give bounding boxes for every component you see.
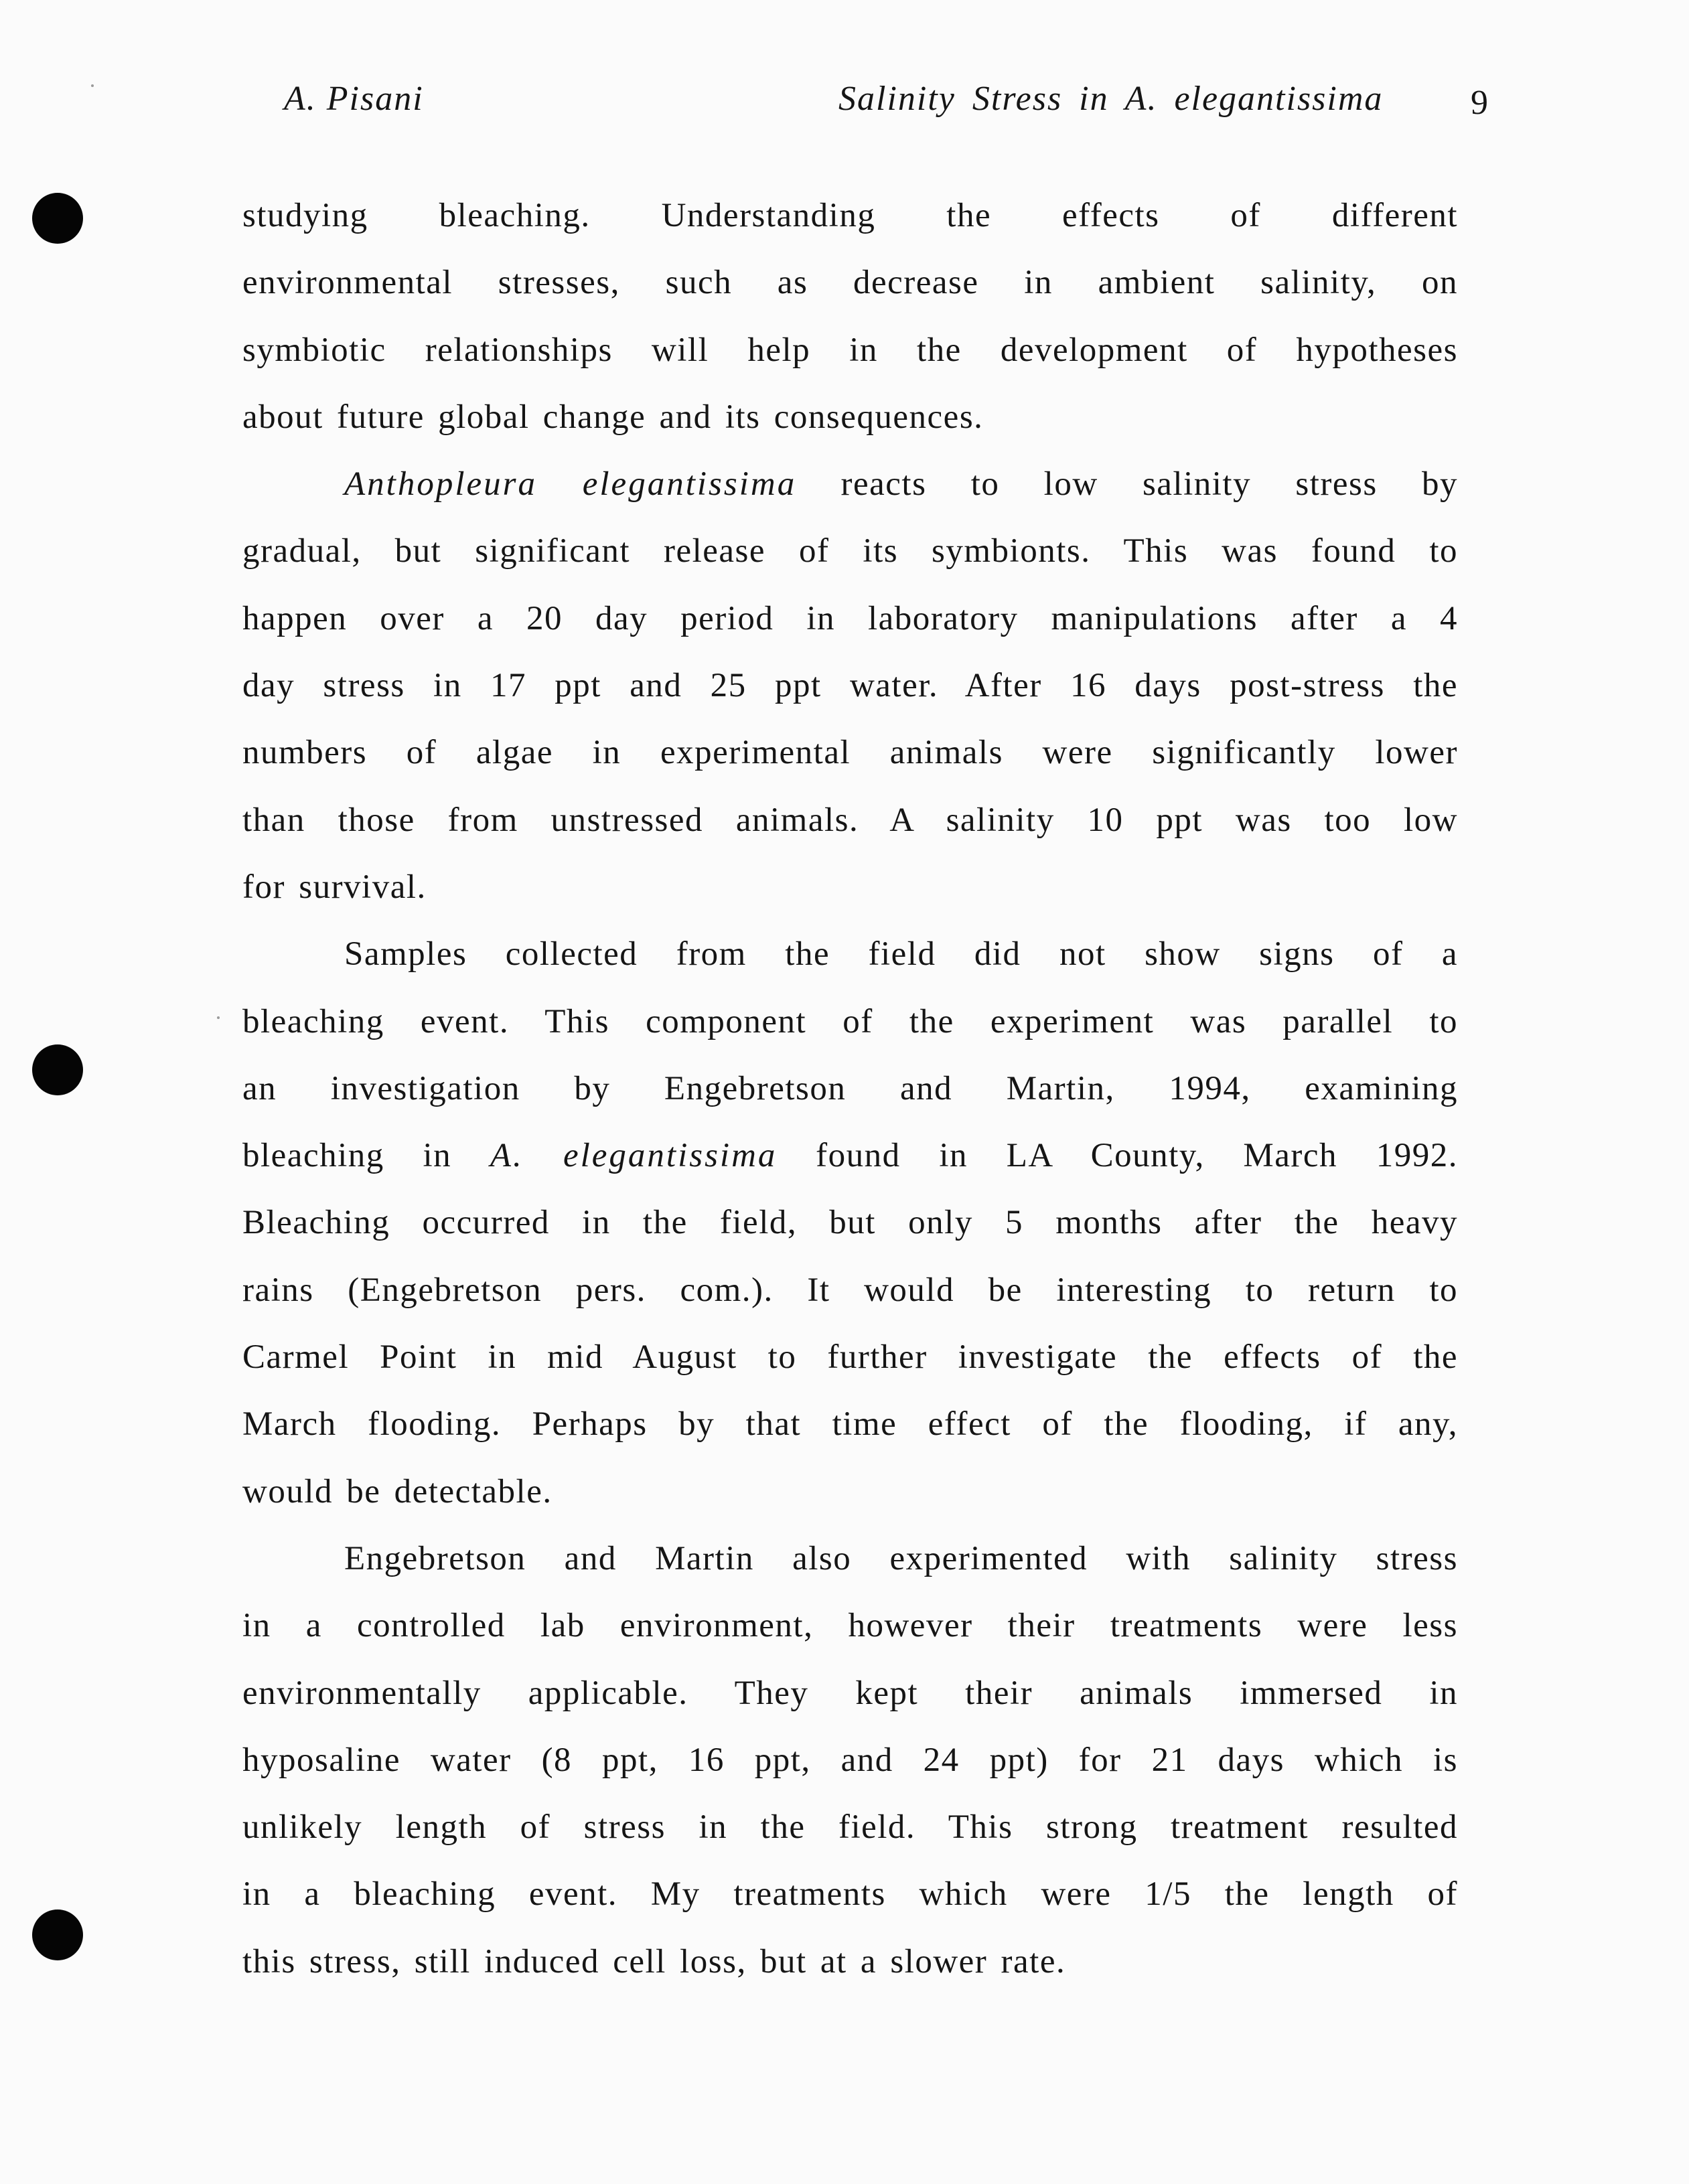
paragraph-line: hyposaline water (8 ppt, 16 ppt, and 24 ppt) for 21 days which is [242, 1741, 1458, 1779]
paragraph-line: Samples collected from the field did not show signs of a [344, 935, 1458, 973]
punch-hole-middle [32, 1044, 83, 1095]
punch-hole-top [32, 193, 83, 244]
page-number: 9 [1471, 84, 1489, 122]
species-name: A. elegantissima [490, 1137, 778, 1175]
paragraph-line: gradual, but significant release of its symbionts. This was found to [242, 532, 1458, 570]
paragraph-line: Carmel Point in mid August to further investigate the effects of the [242, 1338, 1458, 1377]
body-text [242, 182, 1458, 1995]
paragraph-line: day stress in 17 ppt and 25 ppt water. After 16 days post-stress the [242, 667, 1458, 705]
paragraph-line: for survival. [242, 868, 427, 906]
paragraph-line: Bleaching occurred in the field, but only 5 months after the heavy [242, 1204, 1458, 1242]
paragraph-line: about future global change and its consequences. [242, 398, 984, 436]
paragraph-line: an investigation by Engebretson and Martin, 1994, examining [242, 1069, 1458, 1107]
paragraph-line: happen over a 20 day period in laboratory manipulations after a 4 [242, 599, 1458, 637]
scan-speck [217, 1016, 220, 1019]
paragraph-line: environmentally applicable. They kept their animals immersed in [242, 1674, 1458, 1712]
paragraph-line: this stress, still induced cell loss, but at a slower rate. [242, 1942, 1066, 1980]
header-author: A. Pisani [284, 80, 424, 118]
header-running-title: Salinity Stress in A. elegantissima [838, 80, 1384, 118]
paragraph-line: bleaching in A. elegantissima found in LA County, March 1992. [242, 1137, 1458, 1175]
paragraph-line: unlikely length of stress in the field. This strong treatment resulted [242, 1808, 1458, 1847]
paragraph-line: rains (Engebretson pers. com.). It would be interesting to return to [242, 1271, 1458, 1309]
paragraph-line: Engebretson and Martin also experimented with salinity stress [344, 1539, 1458, 1577]
paragraph-line: numbers of algae in experimental animals were significantly lower [242, 734, 1458, 772]
paragraph-line: bleaching event. This component of the experiment was parallel to [242, 1002, 1458, 1040]
paragraph-line: than those from unstressed animals. A salinity 10 ppt was too low [242, 801, 1458, 839]
paragraph-line: would be detectable. [242, 1472, 553, 1510]
paragraph-line: Anthopleura elegantissima reacts to low salinity stress by [344, 465, 1458, 503]
paragraph-line: in a controlled lab environment, however their treatments were less [242, 1607, 1458, 1645]
paragraph-line: in a bleaching event. My treatments which were 1/5 the length of [242, 1875, 1458, 1914]
paragraph-line: March flooding. Perhaps by that time effect of the flooding, if any, [242, 1405, 1458, 1444]
paragraph-line: studying bleaching. Understanding the effects of different [242, 197, 1458, 234]
paragraph-line: symbiotic relationships will help in the development of hypotheses [242, 331, 1458, 369]
page-header [0, 79, 1689, 133]
punch-hole-bottom [32, 1909, 83, 1960]
species-name: Anthopleura elegantissima [344, 465, 797, 503]
paragraph-line: environmental stresses, such as decrease in ambient salinity, on [242, 264, 1458, 302]
